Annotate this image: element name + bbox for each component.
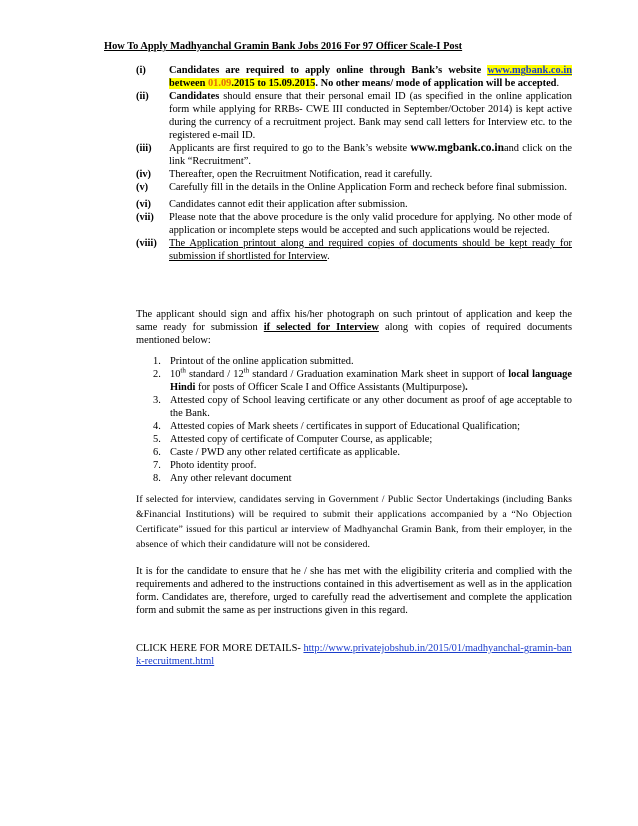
list-item: 8. Any other relevant document [153,473,292,484]
step-number: (iv) [136,169,152,180]
step-item: (ii) Candidates should ensure that their personal email ID (as specified in the online application form while applying for RRBs- CWE III conducted in September/October 2014) is kept active during the currency of a recruitment project. Bank may send call letters for Interview etc. to the registered e-mail ID. [136,91,572,141]
noc-paragraph: If selected for interview, candidates serving in Government / Public Sector Undertakings (including Banks &Financial Institutions) will be required to submit their applications accompanied by a “No Objection Certificate” issued for this particul ar interview of Madhyanchal Gramin Bank, from their employer, in the absence of which their candidature will not be considered. [136,494,572,550]
list-item: 5. Attested copy of certificate of Computer Course, as applicable; [153,434,433,445]
list-item: 4. Attested copies of Mark sheets / certificates in support of Educational Qualification; [153,421,520,432]
photograph-instructions: The applicant should sign and affix his/her photograph on such printout of application and keep the same ready for submission if selected for Interview along with copies of required documents mentioned below: [136,309,572,346]
step-number: (viii) [136,238,157,249]
step-number: (v) [136,182,149,193]
eligibility-paragraph: It is for the candidate to ensure that he / she has met with the eligibility criteria and complied with the requirements and adhered to the instructions contained in this advertisement as well as in the application form. Candidates are, therefore, urged to carefully read the advertisement and complete the application form and submit the same as per instructions given in this regard. [136,566,572,616]
bank-website-text: www.mgbank.co.in [410,142,504,154]
list-item: 2. 10th standard / 12th standard / Graduation examination Mark sheet in support of local language Hindi for posts of Officer Scale I and Office Assistants (Multipurpose). [153,366,572,393]
details-link[interactable]: http://www.privatejobshub.in/2015/01/madhyanchal-gramin-bank-recruitment.html [136,643,572,667]
step-number: (iii) [136,143,152,154]
list-item: 6. Caste / PWD any other related certificate as applicable. [153,447,400,458]
step-number: (vii) [136,212,154,223]
step-item: (vii) Please note that the above procedure is the only valid procedure for applying. No other mode of application or incomplete steps would be accepted and such applications would be rejected. [136,212,572,236]
list-item: 7. Photo identity proof. [153,460,257,471]
list-item: 1. Printout of the online application submitted. [153,356,354,367]
step-item: (v) Carefully fill in the details in the Online Application Form and recheck before final submission. [136,182,567,193]
step-number: (ii) [136,91,149,102]
step-number: (i) [136,65,146,76]
step-item: (viii) The Application printout along and required copies of documents should be kept ready for submission if shortlisted for Interview. [136,238,572,262]
list-item: 3. Attested copy of School leaving certificate or any other document as proof of age acceptable to the Bank. [153,395,572,419]
documents-list [153,355,572,485]
page-title: How To Apply Madhyanchal Gramin Bank Jobs 2016 For 97 Officer Scale-I Post [104,41,463,52]
step-item: (i) Candidates are required to apply online through Bank’s website www.mgbank.co.in between 01.09.2015 to 15.09.2015. No other means/ mode of application will be accepted. [136,65,572,89]
steps-list [136,64,572,263]
more-details-label: CLICK HERE FOR MORE DETAILS- [136,643,304,654]
step-item: (iv) Thereafter, open the Recruitment Notification, read it carefully. [136,169,433,180]
step-number: (vi) [136,199,152,210]
step-item: (vi) Candidates cannot edit their application after submission. [136,199,408,210]
step-item: (iii) Applicants are first required to go to the Bank’s website www.mgbank.co.inand click on the link “Recruitment”. [136,142,572,167]
more-details [136,642,572,668]
website-link[interactable]: www.mgbank.co.in [487,65,572,76]
